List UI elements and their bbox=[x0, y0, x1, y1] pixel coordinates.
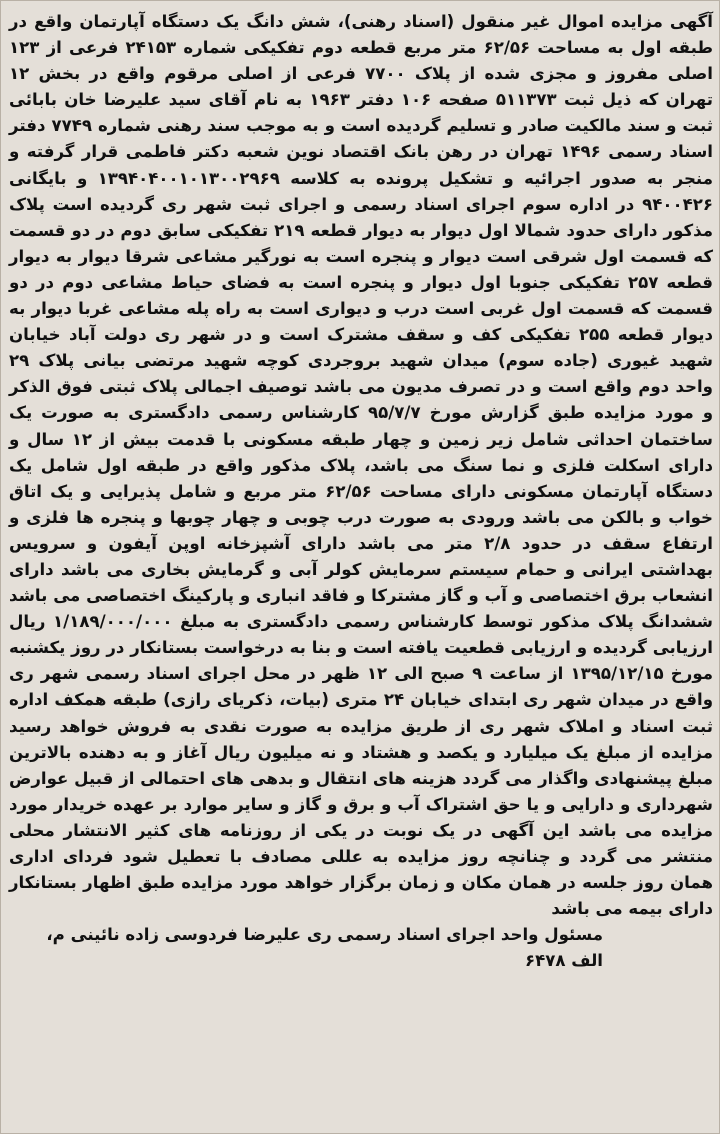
notice-signature: مسئول واحد اجرای اسناد رسمی ری علیرضا فردوسی زاده نائینی م، الف ۶۴۷۸ bbox=[46, 925, 603, 971]
notice-body: آگهی مزایده اموال غیر منقول (اسناد رهنی)، شش دانگ یک دستگاه آپارتمان واقع در طبقه اول به مساحت ۶۲/۵۶ متر مربع قطعه دوم تفکیکی شماره ۲۴۱۵۳ فرعی از ۱۲۳ اصلی مفروز و مجزی شده از پلاک ۷۷۰۰ فرعی از اصلی مرقوم واقع در بخش ۱۲ تهران که ذیل ثبت ۵۱۱۳۷۳ صفحه ۱۰۶ دفتر ۱۹۶۳ به نام آقای سید علیرضا خان بابائی ثبت و سند مالکیت صادر و تسلیم گردیده است و به موجب سند رهنی شماره ۷۷۴۹ دفتر اسناد رسمی ۱۴۹۶ تهران در رهن بانک اقتصاد نوین شعبه دکتر فاطمی قرار گرفته و منجر به صدور اجرائیه و تشکیل پرونده به کلاسه ۱۳۹۴۰۴۰۰۱۰۱۳۰۰۲۹۶۹ و بایگانی ۹۴۰۰۴۲۶ در اداره سوم اجرای اسناد رسمی و اجرای ثبت شهر ری گردیده است پلاک مذکور دارای حدود شمالا اول دیوار به دیوار قطعه ۲۱۹ تفکیکی سابق دوم در دو قسمت که قسمت اول شرقی است دیوار و پنجره است به نورگیر مشاعی شرقا دیوار به دیوار قطعه ۲۵۷ تفکیکی جنوبا اول دیوار و پنجره است به فضای حیاط مشاعی دوم در دو قسمت که قسمت اول غربی است درب و دیواری است به راه پله مشاعی غربا دیوار به دیوار قطعه ۲۵۵ تفکیکی کف و سقف مشترک است و در شهر ری دولت آباد خیابان شهید غیوری (جاده سوم) میدان شهید بروجردی کوچه شهید مرتضی بیانی پلاک ۲۹ واحد دوم واقع است و در تصرف مدیون می باشد توصیف اجمالی پلاک ثبتی فوق الذکر و مورد مزایده طبق گزارش مورخ ۹۵/۷/۷ کارشناس رسمی دادگستری به صورت یک ساختمان احداثی شامل زیر زمین و چهار طبقه مسکونی با قدمت بیش از ۱۲ سال و دارای اسکلت فلزی و نما سنگ می باشد، پلاک مذکور واقع در طبقه اول شامل یک دستگاه آپارتمان مسکونی دارای مساحت ۶۲/۵۶ متر مربع و شامل پذیرایی و یک اتاق خواب و بالکن می باشد ورودی به صورت درب چوبی و چهار چوبها و پنجره ها فلزی و ارتفاع سقف در حدود ۲/۸ متر می باشد دارای آشپزخانه اوپن آیفون و سرویس بهداشتی ایرانی و حمام سیستم سرمایش کولر آبی و گرمایش بخاری می باشد دارای انشعاب برق اختصاصی و آب و گاز مشترکا و فاقد انباری و پارکینگ اختصاصی می باشد ششدانگ پلاک مذکور توسط کارشناس رسمی دادگستری به مبلغ ۱/۱۸۹/۰۰۰/۰۰۰ ریال ارزیابی گردیده و ارزیابی قطعیت یافته است و بنا به درخواست بستانکار در روز یکشنبه مورخ ۱۳۹۵/۱۲/۱۵ از ساعت ۹ صبح الی ۱۲ ظهر در محل اجرای اسناد رسمی شهر ری واقع در میدان شهر ری ابتدای خیابان ۲۴ متری (بیات، ذکریای رازی) طبقه همکف اداره ثبت اسناد و املاک شهر ری از طریق مزایده به صورت نقدی به فروش خواهد رسید مزایده از مبلغ یک میلیارد و یکصد و هشتاد و نه میلیون ریال آغاز و به دهنده بالاترین مبلغ پیشنهادی واگذار می گردد هزینه های انتقال و بدهی های احتمالی از قبیل عوارض شهرداری و دارایی و یا حق اشتراک آب و برق و گاز و سایر موارد بر عهده خریدار مورد مزایده می باشد این آگهی در یک نوبت در یکی از روزنامه های کثیر الانتشار محلی منتشر می گردد و چنانچه روز مزایده به عللی مصادف با تعطیل شود فردای اداری همان روز جلسه در همان مکان و زمان برگزار خواهد مورد مزایده طبق اظهار بستانکار دارای بیمه می باشد bbox=[9, 12, 714, 919]
auction-notice bbox=[9, 9, 713, 1113]
